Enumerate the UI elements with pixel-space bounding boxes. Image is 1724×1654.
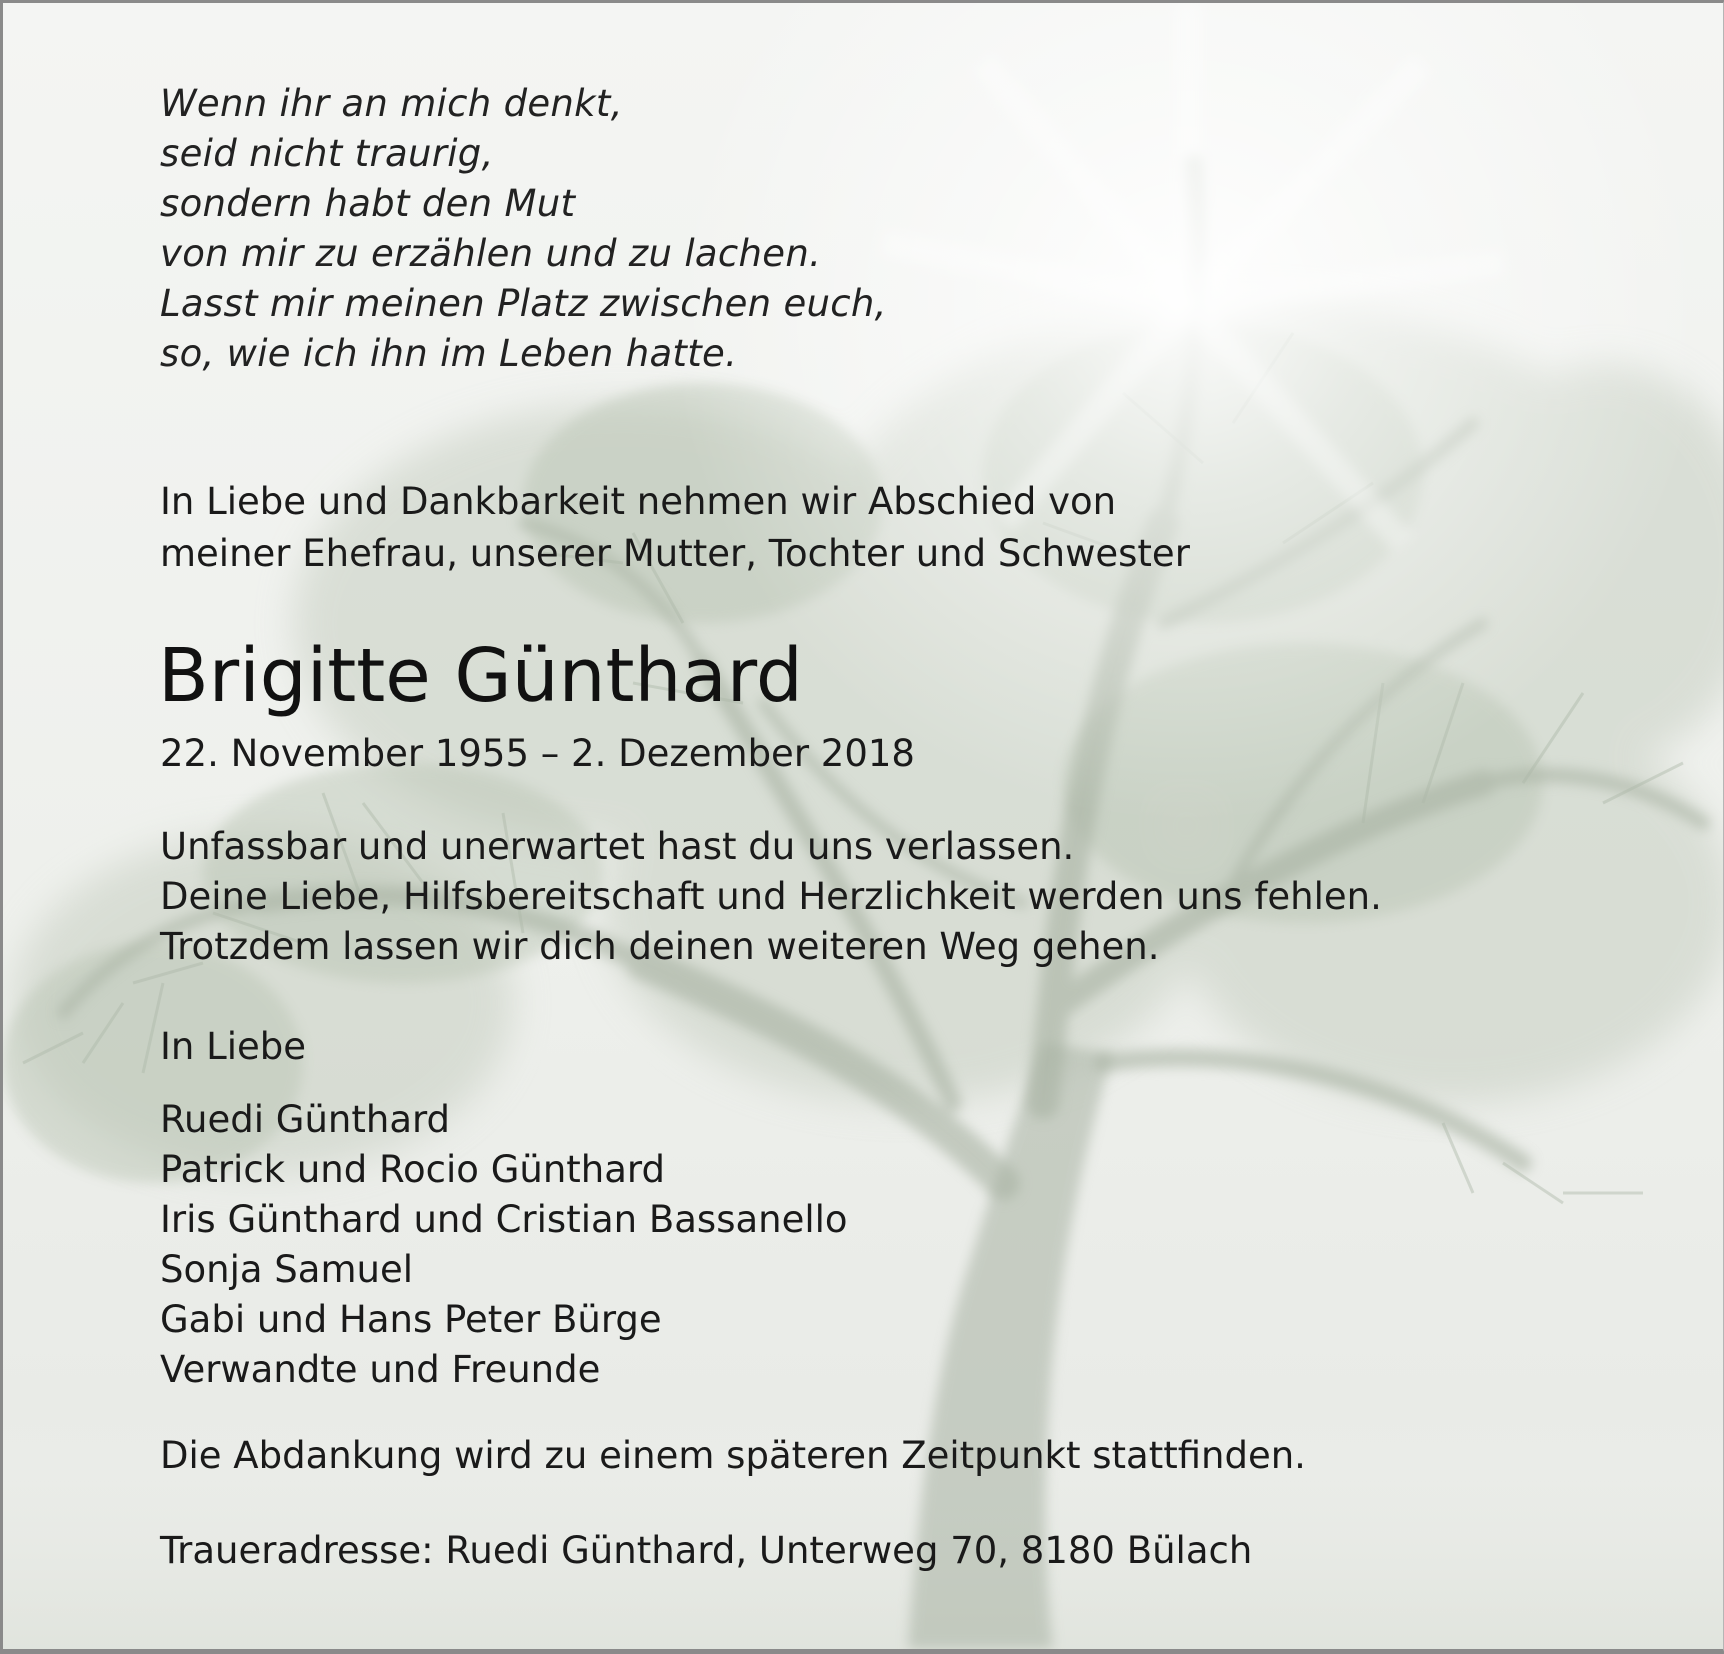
poem-line: Lasst mir meinen Platz zwischen euch, (160, 282, 887, 325)
mourning-address: Traueradresse: Ruedi Günthard, Unterweg 70, 8180 Bülach (160, 1529, 1253, 1572)
life-dates: 22. November 1955 – 2. Dezember 2018 (160, 732, 915, 775)
mourner-name: Ruedi Günthard (160, 1098, 451, 1141)
mourner-name: Sonja Samuel (160, 1248, 413, 1291)
poem-line: von mir zu erzählen und zu lachen. (160, 232, 822, 275)
mourner-name: Gabi und Hans Peter Bürge (160, 1298, 662, 1341)
poem-line: so, wie ich ihn im Leben hatte. (160, 332, 738, 375)
poem-line: Wenn ihr an mich denkt, (160, 82, 623, 125)
message-line: Deine Liebe, Hilfsbereitschaft und Herzlichkeit werden uns fehlen. (160, 875, 1382, 918)
message-line: Trotzdem lassen wir dich deinen weiteren Weg gehen. (160, 925, 1160, 968)
poem-line: seid nicht traurig, (160, 132, 494, 175)
mourner-name: Patrick und Rocio Günthard (160, 1148, 665, 1191)
farewell-intro (160, 476, 1190, 580)
intro-line: meiner Ehefrau, unserer Mutter, Tochter und Schwester (160, 532, 1190, 575)
deceased-name: Brigitte Günthard (158, 633, 803, 719)
mourner-name: Iris Günthard und Cristian Bassanello (160, 1198, 848, 1241)
intro-line: In Liebe und Dankbarkeit nehmen wir Abschied von (160, 480, 1117, 523)
farewell-message (160, 822, 1382, 972)
closing-phrase: In Liebe (160, 1025, 307, 1068)
mourner-name: Verwandte und Freunde (160, 1348, 601, 1391)
poem-line: sondern habt den Mut (160, 182, 576, 225)
poem (160, 79, 887, 379)
ceremony-notice: Die Abdankung wird zu einem späteren Zeitpunkt stattfinden. (160, 1434, 1306, 1477)
mourners-list (160, 1095, 848, 1395)
message-line: Unfassbar und unerwartet hast du uns verlassen. (160, 825, 1075, 868)
